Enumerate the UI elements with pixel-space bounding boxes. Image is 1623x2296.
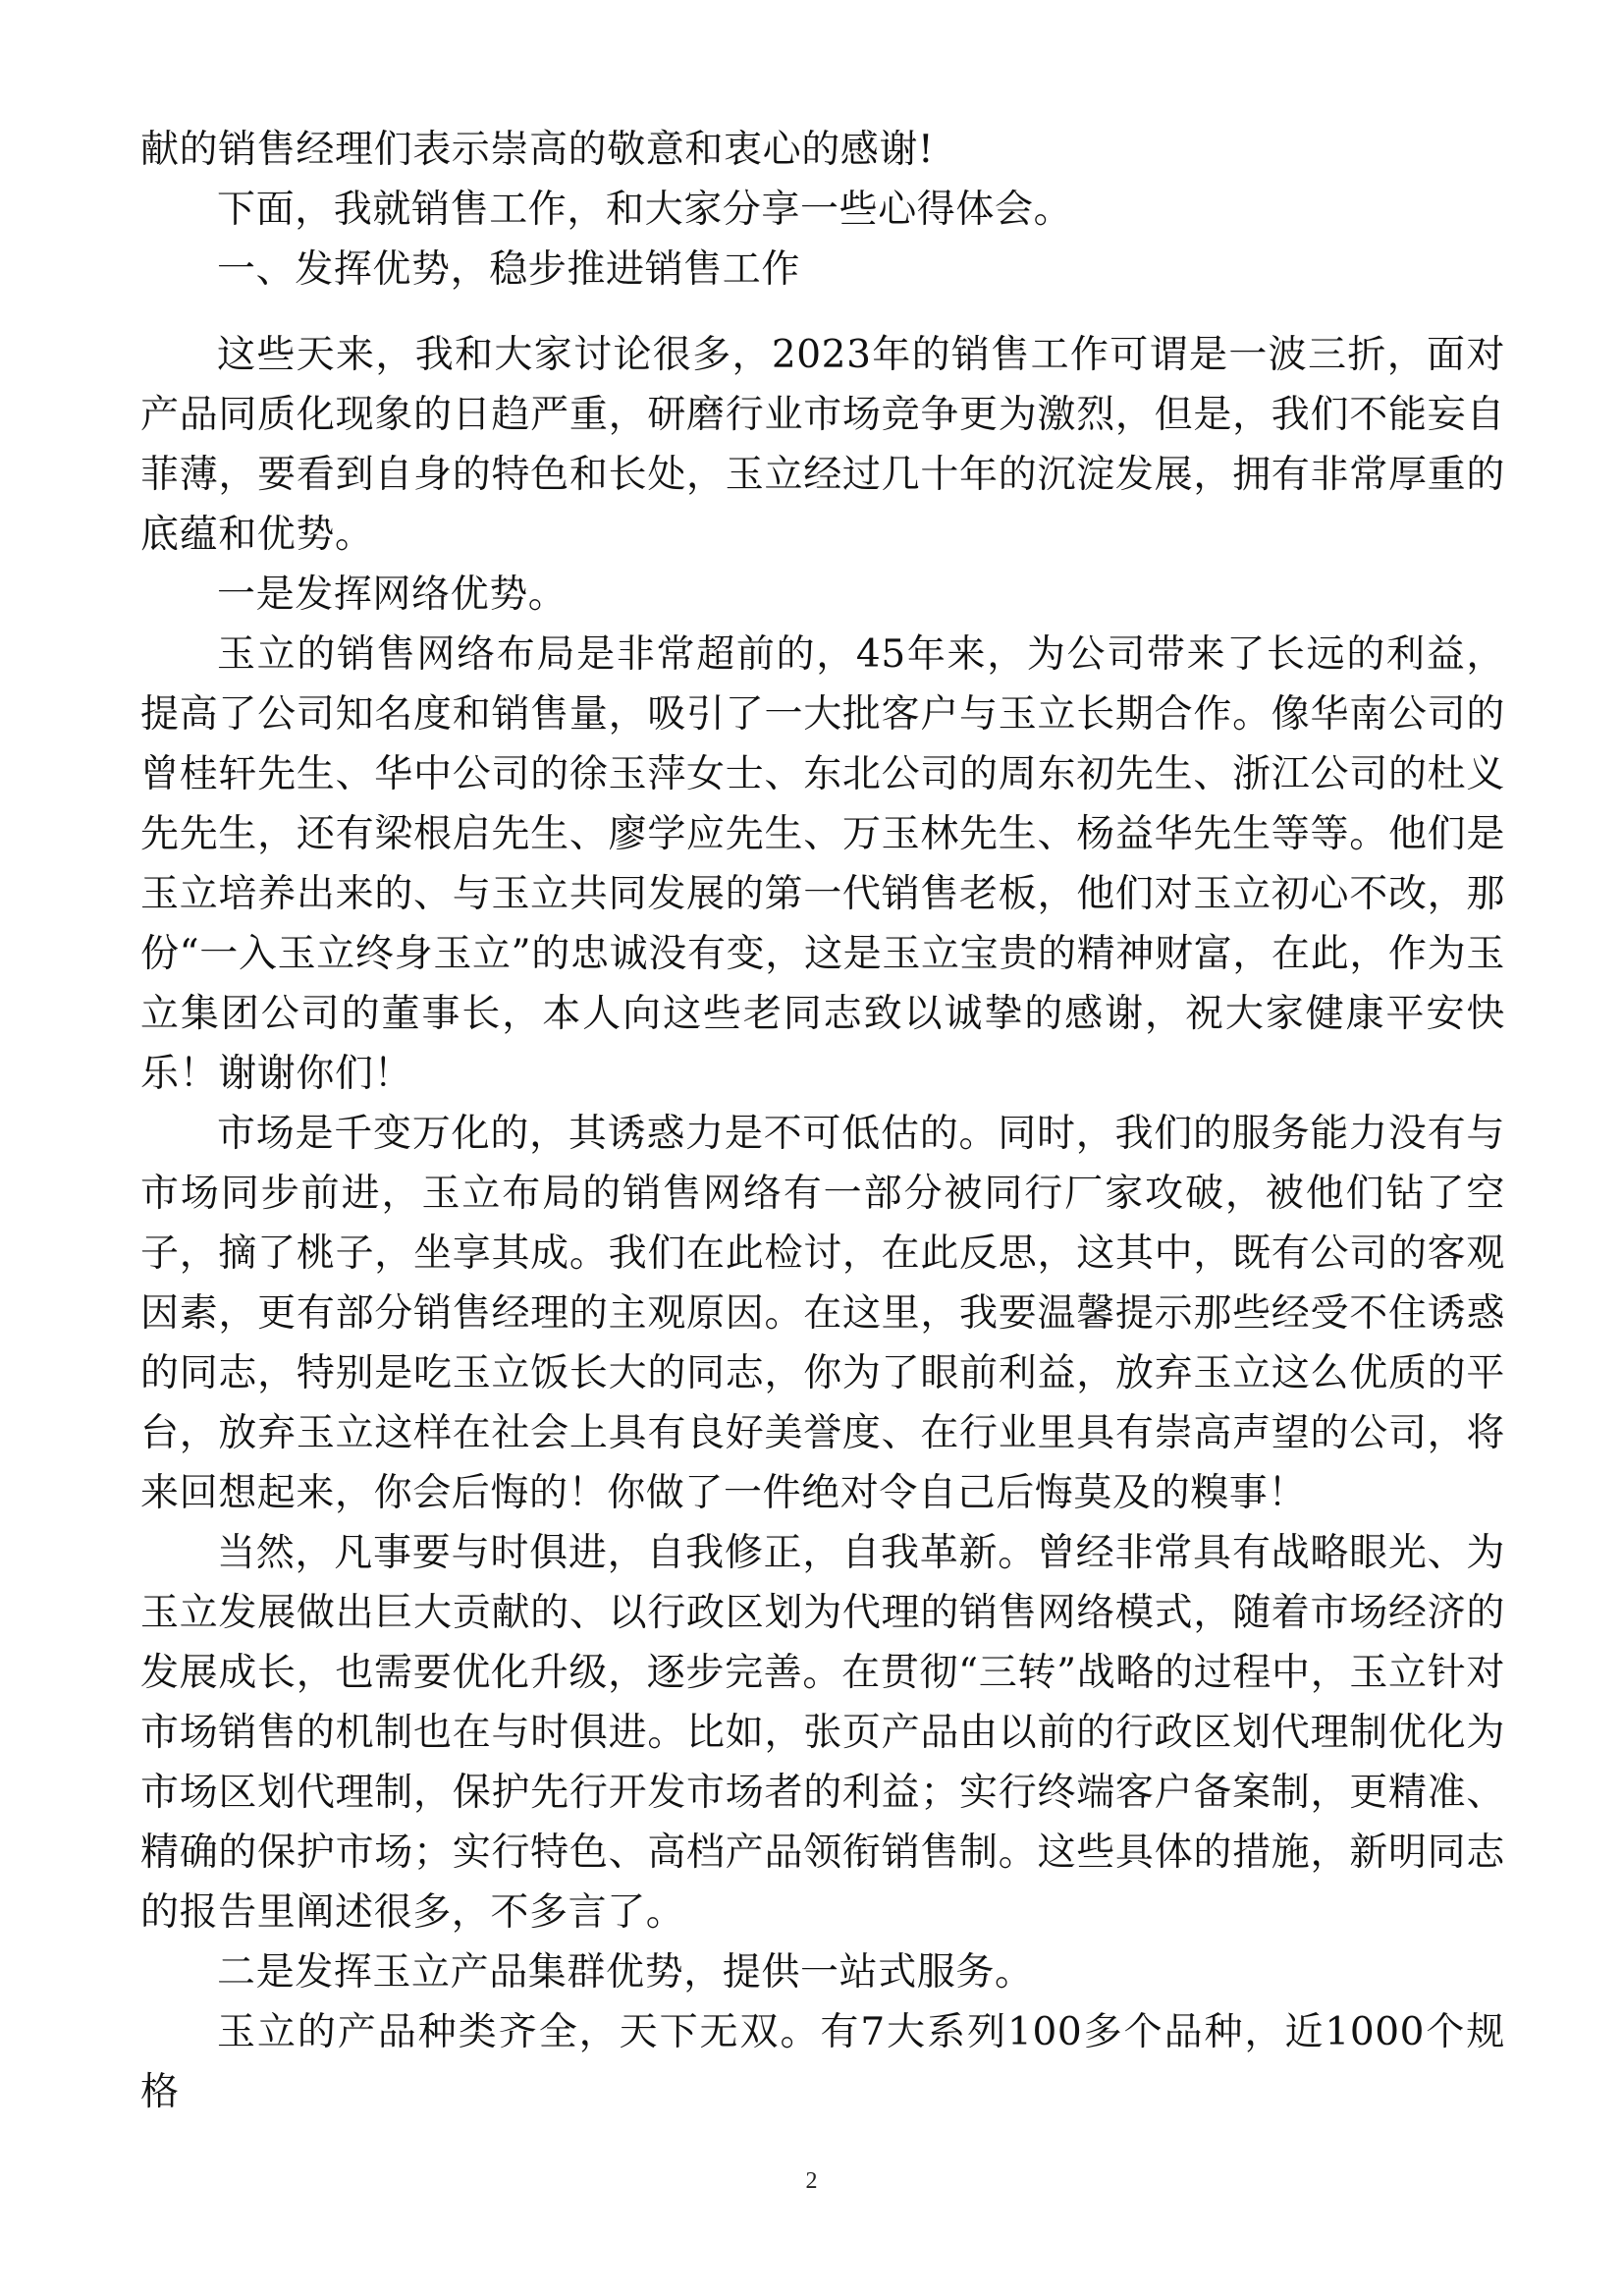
paragraph: 玉立的销售网络布局是非常超前的，45年来，为公司带来了长远的利益，提高了公司知名度和销售量，吸引了一大批客户与玉立长期合作。像华南公司的曾桂轩先生、华中公司的徐玉萍女士、东北公司的周东初先生、浙江公司的杜义先先生，还有梁根启先生、廖学应先生、万玉林先生、杨益华先生等等。他们是玉立培养出来的、与玉立共同发展的第一代销售老板，他们对玉立初心不改，那份“一入玉立终身玉立”的忠诚没有变，这是玉立宝贵的精神财富，在此，作为玉立集团公司的董事长，本人向这些老同志致以诚挚的感谢，祝大家健康平安快乐！谢谢你们！ bbox=[140, 632, 1505, 1096]
section-heading: 一、发挥优势，稳步推进销售工作 bbox=[217, 247, 801, 292]
subheading: 一是发挥网络优势。 bbox=[217, 573, 568, 617]
paragraph: 玉立的产品种类齐全，天下无双。有7大系列100多个品种，近1000个规格 bbox=[140, 2010, 1505, 2114]
paragraph-intro: 下面，我就销售工作，和大家分享一些心得体会。 bbox=[217, 188, 1073, 232]
page-number: 2 bbox=[805, 2168, 818, 2194]
paragraph: 当然，凡事要与时俱进，自我修正，自我革新。曾经非常具有战略眼光、为玉立发展做出巨大贡献的、以行政区划为代理的销售网络模式，随着市场经济的发展成长，也需要优化升级，逐步完善。在贯彻“三转”战略的过程中，玉立针对市场销售的机制也在与时俱进。比如，张页产品由以前的行政区划代理制优化为市场区划代理制，保护先行开发市场者的利益；实行终端客户备案制，更精准、精确的保护市场；实行特色、高档产品领衔销售制。这些具体的措施，新明同志的报告里阐述很多，不多言了。 bbox=[140, 1531, 1505, 1935]
document-body bbox=[140, 120, 1505, 2122]
subheading: 二是发挥玉立产品集群优势，提供一站式服务。 bbox=[217, 1950, 1034, 1995]
paragraph-continuation: 献的销售经理们表示崇高的敬意和衷心的感谢! bbox=[140, 128, 935, 172]
paragraph: 市场是千变万化的，其诱惑力是不可低估的。同时，我们的服务能力没有与市场同步前进，玉立布局的销售网络有一部分被同行厂家攻破，被他们钻了空子，摘了桃子，坐享其成。我们在此检讨，在此反思，这其中，既有公司的客观因素，更有部分销售经理的主观原因。在这里，我要温馨提示那些经受不住诱惑的同志，特别是吃玉立饭长大的同志，你为了眼前利益，放弃玉立这么优质的平台，放弃玉立这样在社会上具有良好美誉度、在行业里具有崇高声望的公司，将来回想起来，你会后悔的！你做了一件绝对令自己后悔莫及的糗事！ bbox=[140, 1112, 1505, 1515]
paragraph: 这些天来，我和大家讨论很多，2023年的销售工作可谓是一波三折，面对产品同质化现象的日趋严重，研磨行业市场竞争更为激烈，但是，我们不能妄自菲薄，要看到自身的特色和长处，玉立经过几十年的沉淀发展，拥有非常厚重的底蕴和优势。 bbox=[140, 333, 1505, 557]
